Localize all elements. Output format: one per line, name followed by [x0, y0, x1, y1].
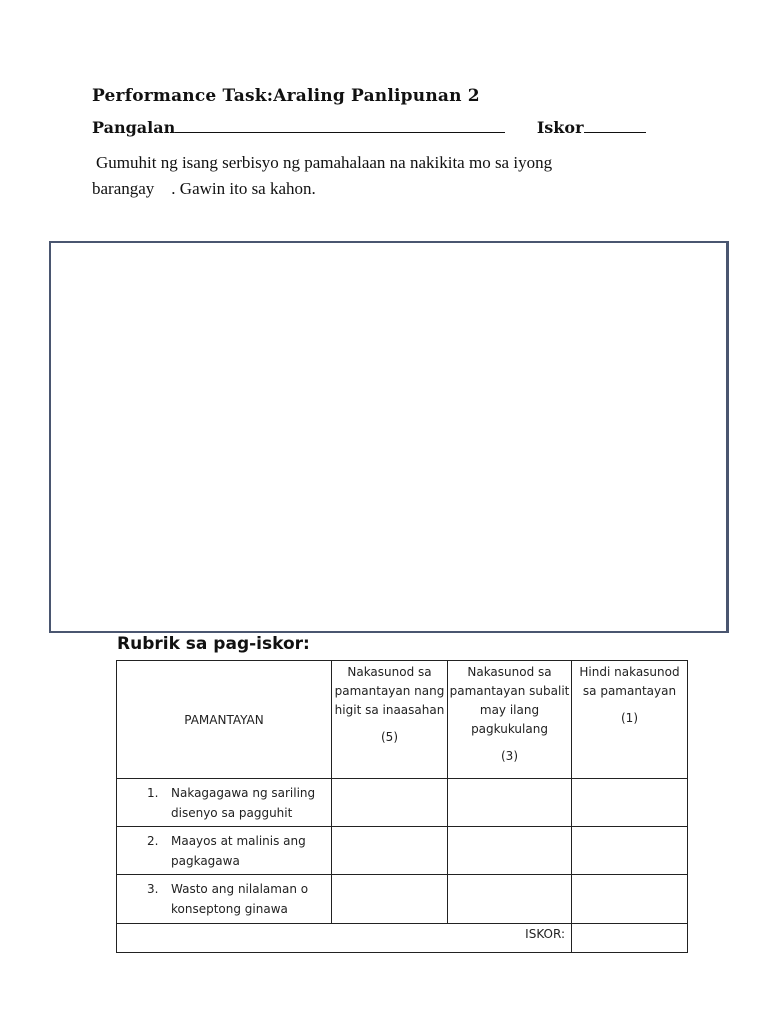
score-cell[interactable] — [332, 779, 448, 827]
score-cell[interactable] — [572, 779, 688, 827]
instruction-line-2: barangay . Gawin ito sa kahon. — [92, 179, 316, 198]
score-cell[interactable] — [332, 875, 448, 924]
criterion-3 — [117, 875, 332, 924]
level-header-1 — [572, 661, 688, 779]
rubric-title: Rubrik sa pag-iskor: — [117, 634, 310, 654]
criterion-text: Maayos at malinis ang pagkagawa — [171, 834, 306, 868]
level-label: Nakasunod sa pamantayan nang higit sa inaasahan — [334, 665, 445, 717]
score-cell[interactable] — [448, 779, 572, 827]
table-row — [117, 827, 688, 875]
name-score-row — [92, 118, 646, 137]
criterion-text: Nakagagawa ng sariling disenyo sa pagguhit — [171, 786, 316, 820]
table-row — [117, 779, 688, 827]
table-row — [117, 875, 688, 924]
criterion-2 — [117, 827, 332, 875]
rubric-table — [116, 660, 688, 953]
level-points: (3) — [501, 749, 518, 763]
criterion-number: 1. — [147, 786, 159, 800]
name-label: Pangalan — [92, 118, 176, 137]
criterion-text: Wasto ang nilalaman o konseptong ginawa — [171, 882, 309, 916]
score-label: Iskor — [536, 118, 584, 137]
total-row — [117, 924, 688, 953]
criterion-number: 2. — [147, 834, 159, 848]
criterion-number: 3. — [147, 882, 159, 896]
page-title: Performance Task:Araling Panlipunan 2 — [92, 86, 480, 106]
score-field[interactable] — [584, 118, 646, 133]
level-header-3 — [448, 661, 572, 779]
score-cell[interactable] — [448, 827, 572, 875]
level-points: (1) — [621, 711, 638, 725]
level-label: Nakasunod sa pamantayan subalit may ilang pagkukulang — [449, 665, 570, 736]
instructions — [92, 150, 672, 202]
criteria-header: PAMANTAYAN — [117, 661, 332, 779]
score-cell[interactable] — [572, 875, 688, 924]
score-cell[interactable] — [448, 875, 572, 924]
criterion-1 — [117, 779, 332, 827]
score-cell[interactable] — [332, 827, 448, 875]
total-label: ISKOR: — [117, 924, 572, 953]
level-label: Hindi nakasunod sa pamantayan — [579, 665, 680, 698]
instruction-line-1: Gumuhit ng isang serbisyo ng pamahalaan na nakikita mo sa iyong — [96, 153, 553, 172]
name-field[interactable] — [175, 118, 505, 133]
drawing-box[interactable] — [49, 241, 729, 633]
level-points: (5) — [381, 730, 398, 744]
total-score-cell[interactable] — [572, 924, 688, 953]
level-header-5 — [332, 661, 448, 779]
score-cell[interactable] — [572, 827, 688, 875]
rubric-header-row — [117, 661, 688, 779]
